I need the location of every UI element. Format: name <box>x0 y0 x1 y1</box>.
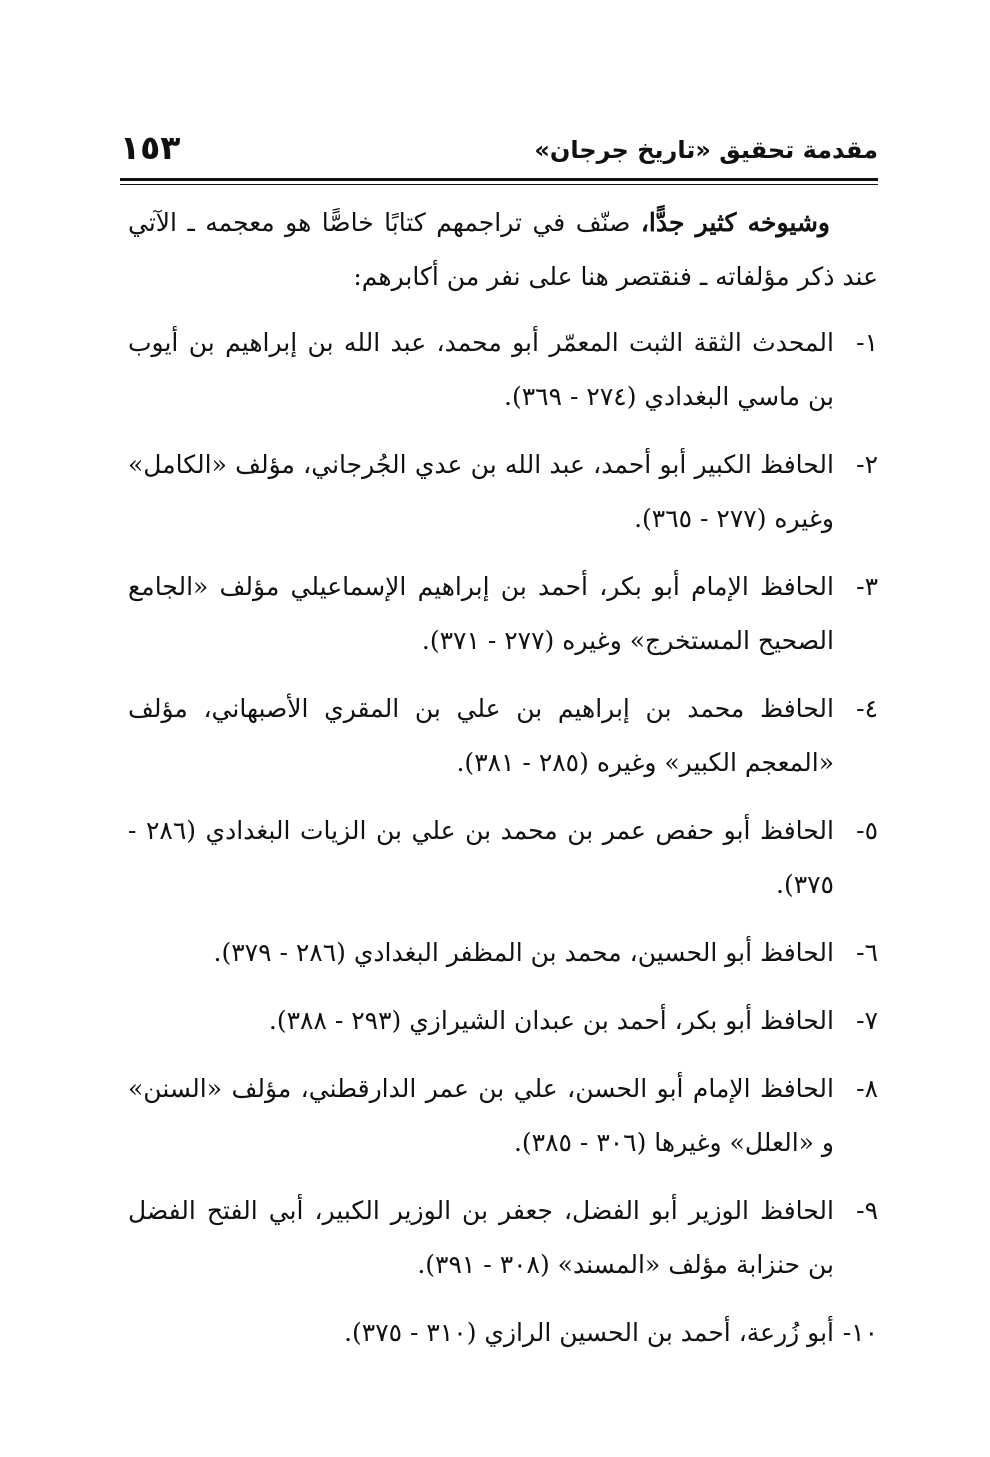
entry-text: أبو زُرعة، أحمد بن الحسين الرازي (٣١٠ - ٣٧٥). <box>344 1318 834 1347</box>
header-rule-thick <box>120 178 878 181</box>
list-item <box>128 1306 878 1360</box>
entry-text: الحافظ أبو بكر، أحمد بن عبدان الشيرازي (٢٩٣ - ٣٨٨). <box>268 1006 834 1035</box>
entry-text: الحافظ محمد بن إبراهيم بن علي بن المقري الأصبهاني، مؤلف «المعجم الكبير» وغيره (٢٨٥ - ٣٨١). <box>128 694 834 777</box>
entry-text: الحافظ الإمام أبو بكر، أحمد بن إبراهيم الإسماعيلي مؤلف «الجامع الصحيح المستخرج» وغيره (٢٧٧ - ٣٧١). <box>128 572 834 655</box>
entry-number: ٣- <box>856 572 878 601</box>
list-item <box>128 682 878 790</box>
intro-paragraph <box>128 196 878 304</box>
list-item <box>128 804 878 912</box>
entry-number: ٤- <box>856 694 878 723</box>
entry-number: ٦- <box>856 938 878 967</box>
entry-text: الحافظ أبو حفص عمر بن محمد بن علي بن الزيات البغدادي (٢٨٦ - ٣٧٥). <box>128 816 834 899</box>
entry-number: ٨- <box>856 1074 878 1103</box>
header-rule-thin <box>120 184 878 185</box>
entry-text: المحدث الثقة الثبت المعمّر أبو محمد، عبد الله بن إبراهيم بن أيوب بن ماسي البغدادي (٢٧٤ - ٣٦٩). <box>128 328 834 411</box>
page-header <box>120 128 878 178</box>
list-item <box>128 560 878 668</box>
intro-lead: وشيوخه كثير جدًّا، <box>640 208 830 237</box>
page-body <box>128 196 878 1374</box>
entry-number: ٧- <box>856 1006 878 1035</box>
running-title: مقدمة تحقيق «تاريخ جرجان» <box>534 136 878 164</box>
list-item <box>128 1184 878 1292</box>
list-item <box>128 316 878 424</box>
list-item <box>128 438 878 546</box>
intro-rest: صنّف في تراجمهم كتابًا خاصًّا هو معجمه ـ الآتي عند ذكر مؤلفاته ـ فنقتصر هنا على نفر من أكابرهم: <box>128 208 878 291</box>
entry-text: الحافظ الوزير أبو الفضل، جعفر بن الوزير الكبير، أبي الفتح الفضل بن حنزابة مؤلف «المسند» (٣٠٨ - ٣٩١). <box>128 1196 834 1279</box>
entry-text: الحافظ الكبير أبو أحمد، عبد الله بن عدي الجُرجاني، مؤلف «الكامل» وغيره (٢٧٧ - ٣٦٥). <box>128 450 834 533</box>
entry-number: ٢- <box>856 450 878 479</box>
teachers-list <box>128 316 878 1360</box>
page-number: ١٥٣ <box>120 128 181 167</box>
list-item <box>128 994 878 1048</box>
list-item <box>128 926 878 980</box>
entry-number: ١٠- <box>842 1318 878 1347</box>
entry-number: ١- <box>856 328 878 357</box>
entry-text: الحافظ أبو الحسين، محمد بن المظفر البغدادي (٢٨٦ - ٣٧٩). <box>213 938 834 967</box>
entry-number: ٩- <box>856 1196 878 1225</box>
entry-text: الحافظ الإمام أبو الحسن، علي بن عمر الدارقطني، مؤلف «السنن» و «العلل» وغيرها (٣٠٦ - ٣٨٥). <box>128 1074 834 1157</box>
entry-number: ٥- <box>856 816 878 845</box>
list-item <box>128 1062 878 1170</box>
